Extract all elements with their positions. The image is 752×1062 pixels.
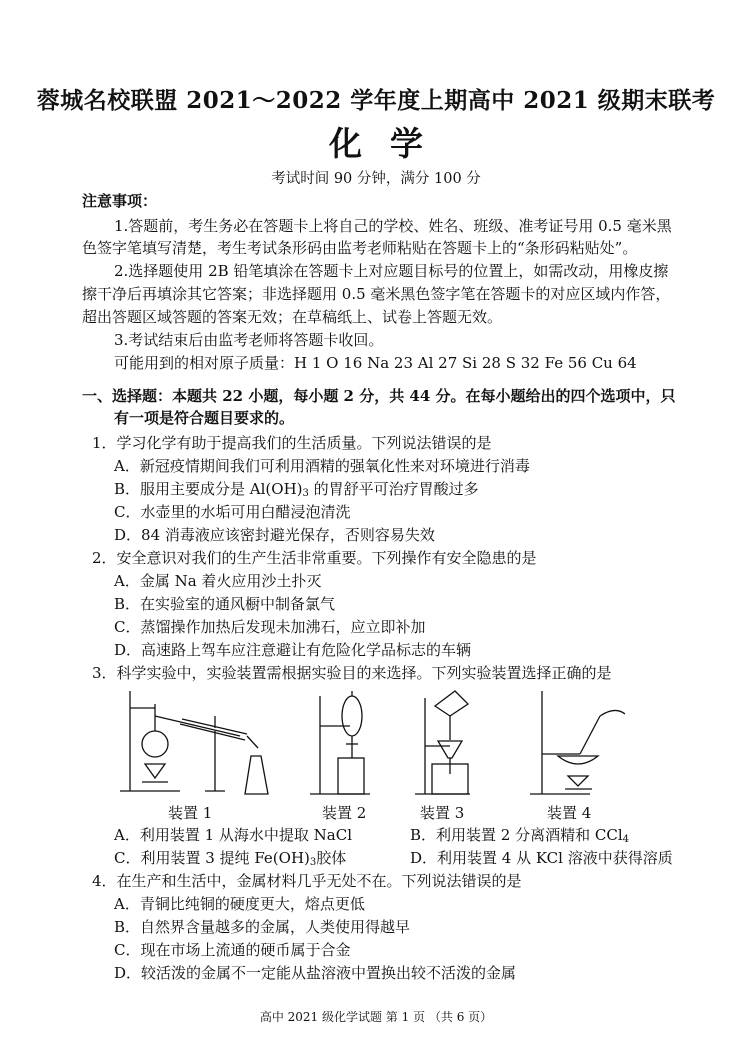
q2-stem: 2．安全意识对我们的生产生活非常重要。下列操作有安全隐患的是 <box>92 549 537 567</box>
q1-option-b-rest: 的胃舒平可治疗胃酸过多 <box>308 480 479 498</box>
q3-option-b-text: B．利用装置 2 分离酒精和 CCl <box>410 826 623 844</box>
q3-stem: 3．科学实验中，实验装置需根据实验目的来选择。下列实验装置选择正确的是 <box>92 664 612 682</box>
q1-stem: 1．学习化学有助于提高我们的生活质量。下列说法错误的是 <box>92 434 492 452</box>
section-heading-line-1: 一、选择题：本题共 22 小题，每小题 2 分，共 44 分。在每小题给出的四个选项中，只 <box>82 387 676 405</box>
apparatus-caption-4: 装置 4 <box>547 804 592 822</box>
q2-option-b: B．在实验室的通风橱中制备氯气 <box>114 595 336 613</box>
q2-option-d: D．高速路上驾车应注意避让有危险化学品标志的车辆 <box>114 641 472 659</box>
apparatus-figure <box>110 686 650 804</box>
exam-meta: 考试时间 90 分钟，满分 100 分 <box>271 171 481 187</box>
q3-option-c-rest: 胶体 <box>316 849 347 867</box>
apparatus-3-filtration <box>415 691 470 794</box>
notice-item-1-line-2: 色签字笔填写清楚，考生考试条形码由监考老师粘贴在答题卡上的“条形码粘贴处”。 <box>82 239 638 257</box>
q4-stem: 4．在生产和生活中，金属材料几乎无处不在。下列说法错误的是 <box>92 872 522 890</box>
page-title: 蓉城名校联盟 2021～2022 学年度上期高中 2021 级期末联考 <box>36 87 716 114</box>
q1-option-b-text: B．服用主要成分是 Al(OH) <box>114 480 303 498</box>
notice-item-2-line-1: 2.选择题使用 2B 铅笔填涂在答题卡上对应题目标号的位置上，如需改动，用橡皮擦 <box>114 262 669 280</box>
section-heading-line-2: 有一项是符合题目要求的。 <box>114 409 295 427</box>
notice-item-1-line-1: 1.答题前，考生务必在答题卡上将自己的学校、姓名、班级、准考证号用 0.5 毫米黑 <box>114 217 672 235</box>
subject-title: 化学 <box>329 124 451 163</box>
q1-option-a: A．新冠疫情期间我们可利用酒精的强氧化性来对环境进行消毒 <box>114 457 530 475</box>
q3-option-b-sub: 4 <box>622 834 629 845</box>
q3-option-a: A．利用装置 1 从海水中提取 NaCl <box>114 826 353 844</box>
apparatus-2-separating-funnel <box>310 691 370 794</box>
notice-item-2-line-3: 超出答题区域答题的答案无效；在草稿纸上、试卷上答题无效。 <box>82 308 503 326</box>
q3-option-c-sub: 3 <box>309 857 317 868</box>
apparatus-4-evaporation <box>530 691 625 794</box>
q1-option-d: D．84 消毒液应该密封避光保存，否则容易失效 <box>114 526 435 544</box>
q3-option-d: D．利用装置 4 从 KCl 溶液中获得溶质 <box>410 849 673 867</box>
q4-option-c: C．现在市场上流通的硬币属于合金 <box>114 941 351 959</box>
apparatus-caption-3: 装置 3 <box>420 804 465 822</box>
q4-option-b: B．自然界含量越多的金属，人类使用得越早 <box>114 918 411 936</box>
notice-item-2-line-2: 擦干净后再填涂其它答案；非选择题用 0.5 毫米黑色签字笔在答题卡的对应区域内作答， <box>82 285 671 303</box>
apparatus-1-distillation <box>120 691 268 794</box>
atomic-masses: 可能用到的相对原子质量：H 1 O 16 Na 23 Al 27 Si 28 S 32 Fe 56 Cu 64 <box>114 354 637 372</box>
q4-option-d: D．较活泼的金属不一定能从盐溶液中置换出较不活泼的金属 <box>114 964 517 982</box>
q2-option-c: C．蒸馏操作加热后发现未加沸石，应立即补加 <box>114 618 426 636</box>
page-footer: 高中 2021 级化学试题 第 1 页 （共 6 页） <box>259 1010 493 1024</box>
notice-item-3: 3.考试结束后由监考老师将答题卡收回。 <box>114 331 384 349</box>
q3-option-c-text: C．利用装置 3 提纯 Fe(OH) <box>114 849 310 867</box>
q1-option-c: C．水壶里的水垢可用白醋浸泡清洗 <box>114 503 351 521</box>
notice-heading: 注意事项： <box>82 192 158 210</box>
q2-option-a: A．金属 Na 着火应用沙土扑灭 <box>114 572 322 590</box>
apparatus-caption-2: 装置 2 <box>322 804 367 822</box>
q4-option-a: A．青铜比纯铜的硬度更大，熔点更低 <box>114 895 365 913</box>
apparatus-caption-1: 装置 1 <box>168 804 213 822</box>
q1-option-b-sub: 3 <box>302 488 309 499</box>
